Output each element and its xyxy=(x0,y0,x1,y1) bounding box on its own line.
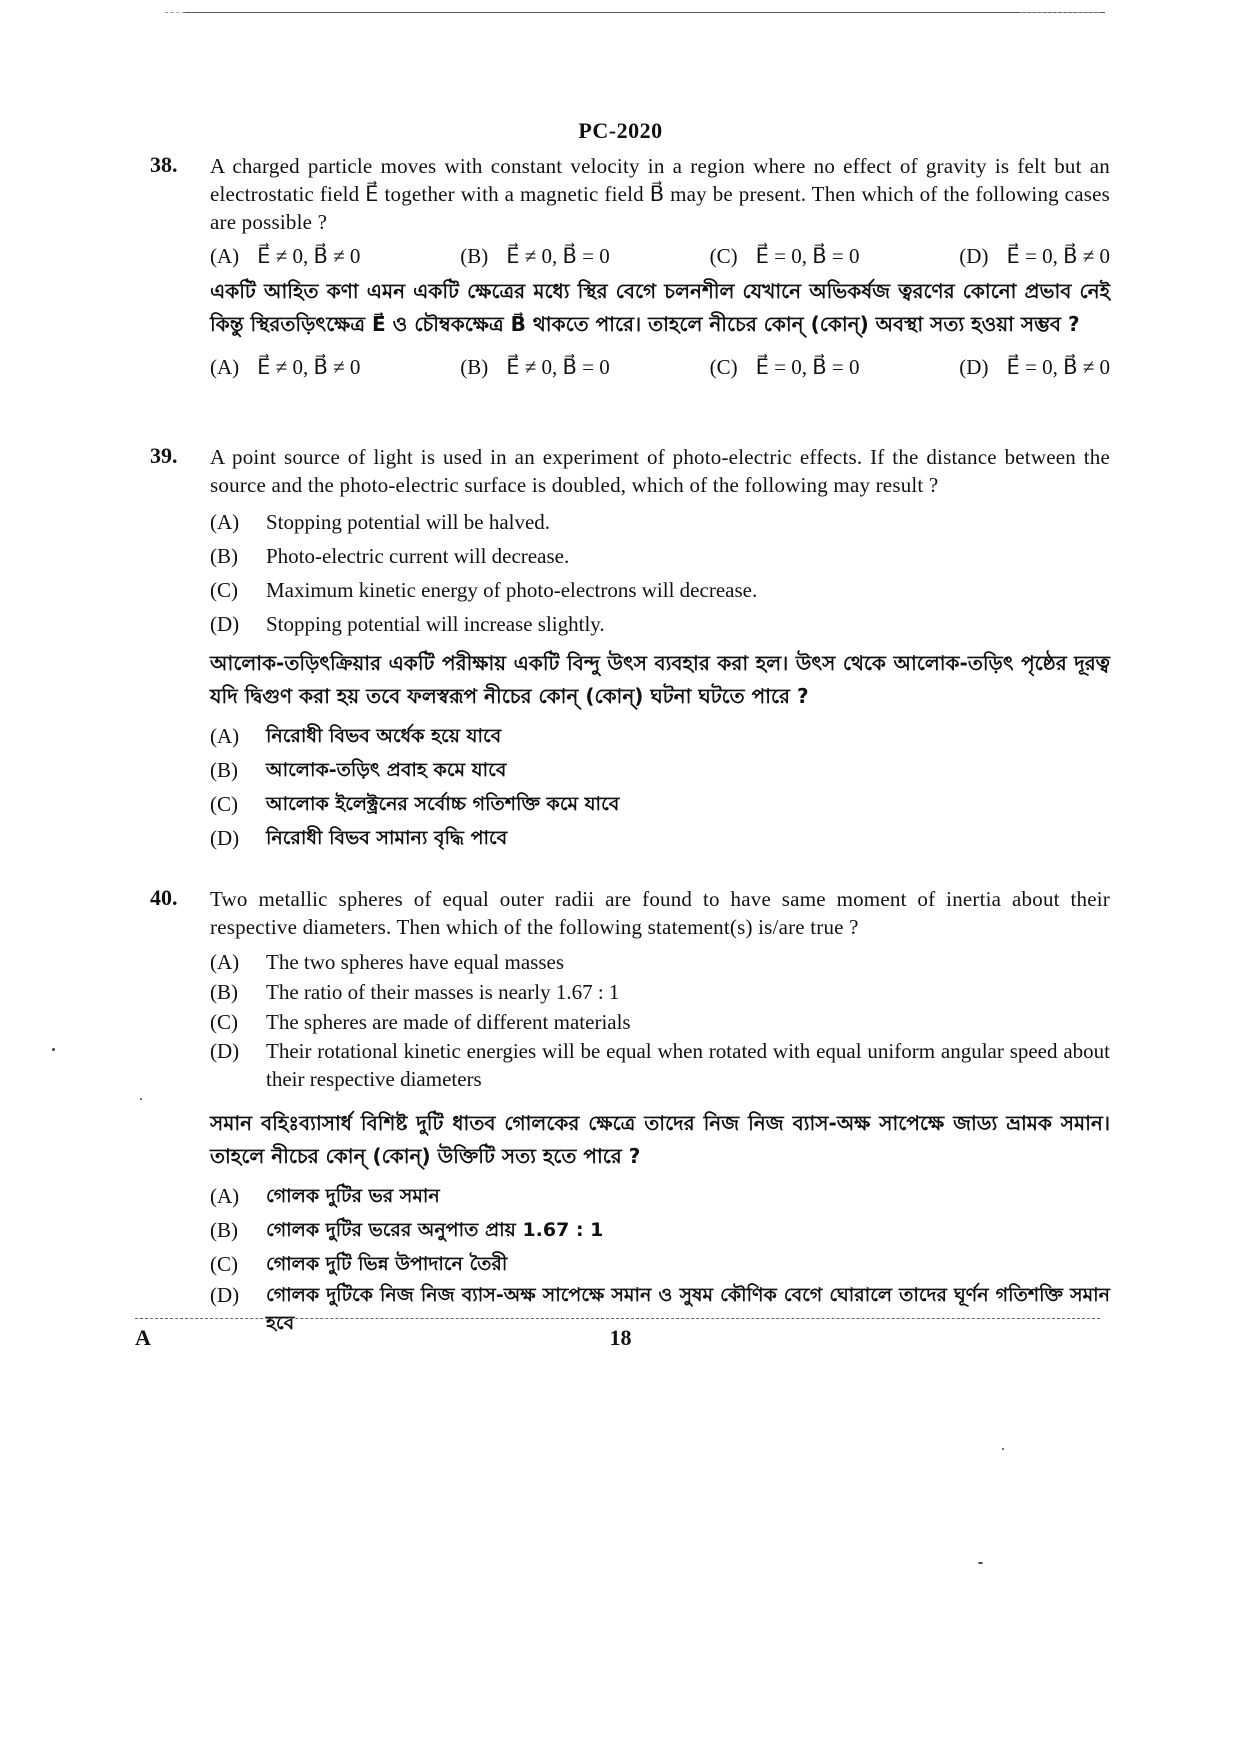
option-c: (C) E⃗ = 0, B⃗ = 0 xyxy=(709,244,860,268)
bottom-rule xyxy=(135,1318,1100,1319)
option-c: (C) The spheres are made of different materials xyxy=(210,1010,631,1034)
set-label: A xyxy=(135,1325,151,1350)
question-39 xyxy=(150,443,1110,859)
top-rule-fragment xyxy=(1020,12,1100,13)
scan-speck xyxy=(140,1098,142,1100)
option-b: (B) আলোক-তড়িৎ প্রবাহ কমে যাবে xyxy=(210,758,507,782)
question-40 xyxy=(150,885,1110,1341)
question-number: 38. xyxy=(150,152,178,177)
option-c: (C) আলোক ইলেক্ট্রনের সর্বোচ্চ গতিশক্তি কমে যাবে xyxy=(210,792,620,816)
options-bn xyxy=(210,1179,1110,1337)
question-text-en: Two metallic spheres of equal outer radii are found to have same moment of inertia about their respective diameters. Then which of the following statement(s) is/are true ? xyxy=(210,887,1110,939)
option-b: (B) E⃗ ≠ 0, B⃗ = 0 xyxy=(460,355,610,379)
options-en xyxy=(210,947,1110,1093)
option-c: (C) E⃗ = 0, B⃗ = 0 xyxy=(709,355,860,379)
options-bn xyxy=(210,719,1110,855)
option-c: (C) Maximum kinetic energy of photo-electrons will decrease. xyxy=(210,578,758,602)
top-rule-fragment xyxy=(165,12,185,13)
options-bn xyxy=(210,355,1110,380)
question-38 xyxy=(150,152,1110,386)
options-en xyxy=(210,505,1110,641)
option-a: (A) E⃗ ≠ 0, B⃗ ≠ 0 xyxy=(210,244,361,268)
option-d: (D) নিরোধী বিভব সামান্য বৃদ্ধি পাবে xyxy=(210,826,508,850)
question-text-en: A charged particle moves with constant velocity in a region where no effect of gravity is felt but an electrostatic field E⃗ together with a magnetic field B⃗ may be present. Then which of the following cases are possible ? xyxy=(210,154,1110,234)
option-b: (B) The ratio of their masses is nearly 1.67 : 1 xyxy=(210,980,620,1004)
option-d: (D) Their rotational kinetic energies will be equal when rotated with equal uniform angular speed about their respective diameters xyxy=(210,1039,1110,1091)
scan-speck xyxy=(1002,1448,1004,1450)
option-d: (D) Stopping potential will increase slightly. xyxy=(210,612,605,636)
option-b: (B) E⃗ ≠ 0, B⃗ = 0 xyxy=(460,244,610,268)
scan-speck xyxy=(52,1048,55,1051)
question-text-en: A point source of light is used in an experiment of photo-electric effects. If the distance between the source and the photo-electric surface is doubled, which of the following may result ? xyxy=(210,445,1110,497)
scan-speck xyxy=(978,1562,983,1564)
option-c: (C) গোলক দুটি ভিন্ন উপাদানে তৈরী xyxy=(210,1252,508,1276)
options-en xyxy=(210,244,1110,269)
option-a: (A) Stopping potential will be halved. xyxy=(210,510,551,534)
option-d: (D) E⃗ = 0, B⃗ ≠ 0 xyxy=(959,244,1110,268)
option-a: (A) The two spheres have equal masses xyxy=(210,950,564,974)
option-a: (A) E⃗ ≠ 0, B⃗ ≠ 0 xyxy=(210,355,361,379)
top-rule xyxy=(185,12,1105,13)
option-d: (D) E⃗ = 0, B⃗ ≠ 0 xyxy=(959,355,1110,379)
option-d: (D) গোলক দুটিকে নিজ নিজ ব্যাস-অক্ষ সাপেক্ষে সমান ও সুষম কৌণিক বেগে ঘোরালে তাদের ঘূর্ণন গতিশক্তি সমান হবে xyxy=(210,1283,1110,1334)
option-a: (A) গোলক দুটির ভর সমান xyxy=(210,1184,440,1208)
option-b: (B) Photo-electric current will decrease. xyxy=(210,544,570,568)
option-a: (A) নিরোধী বিভব অর্ধেক হয়ে যাবে xyxy=(210,724,502,748)
question-text-bn: সমান বহিঃব্যাসার্ধ বিশিষ্ট দুটি ধাতব গোলকের ক্ষেত্রে তাদের নিজ নিজ ব্যাস-অক্ষ সাপেক্ষে জাড্য ভ্রামক সমান। তাহলে নীচের কোন্ (কোন্) উক্তিটি সত্য হতে পারে ? xyxy=(210,1111,1110,1168)
question-text-bn: একটি আহিত কণা এমন একটি ক্ষেত্রের মধ্যে স্থির বেগে চলনশীল যেখানে অভিকর্ষজ ত্বরণের কোনো প্রভাব নেই কিন্তু স্থিরতড়িৎক্ষেত্র E⃗ ও চৌম্বকক্ষেত্র B⃗ থাকতে পারে। তাহলে নীচের কোন্ (কোন্) অবস্থা সত্য হওয়া সম্ভব ? xyxy=(210,279,1110,336)
page-number: 18 xyxy=(609,1325,632,1350)
question-number: 39. xyxy=(150,443,178,468)
question-number: 40. xyxy=(150,885,178,910)
paper-code: PC-2020 xyxy=(578,118,663,143)
option-b: (B) গোলক দুটির ভরের অনুপাত প্রায় 1.67 : 1 xyxy=(210,1218,604,1242)
question-text-bn: আলোক-তড়িৎক্রিয়ার একটি পরীক্ষায় একটি বিন্দু উৎস ব্যবহার করা হল। উৎস থেকে আলোক-তড়িৎ পৃষ্ঠের দূরত্ব যদি দ্বিগুণ করা হয় তবে ফলস্বরূপ নীচের কোন্ (কোন্) ঘটনা ঘটতে পারে ? xyxy=(210,651,1110,708)
